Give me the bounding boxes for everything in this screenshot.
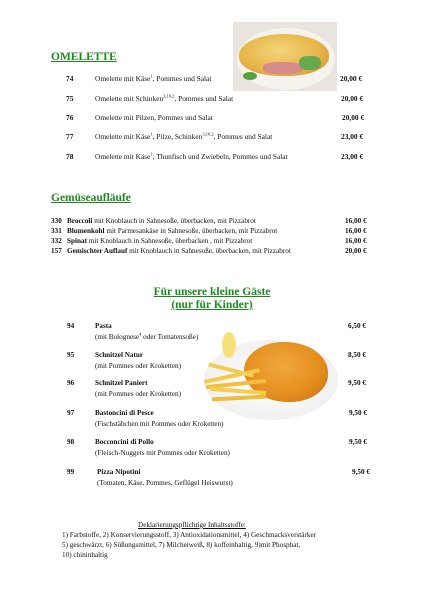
gemuese-item-row [0, 246, 424, 256]
item-description-text: , Pommes und Salat [174, 94, 234, 103]
item-price: 6,50 € [348, 322, 366, 330]
item-price: 9,50 € [348, 379, 366, 387]
item-description [67, 216, 256, 226]
item-number: 75 [66, 94, 74, 103]
item-name: Schnitzel Natur [95, 351, 144, 359]
omelette-item-row [0, 73, 424, 85]
item-description [95, 332, 198, 343]
item-price: 9,50 € [352, 468, 370, 476]
declaration-line-1: 1) Farbstoffe, 2) Konservierungsstoff, 3) Antioxidationsmittel, 4) Geschmacksverstärker [62, 531, 317, 539]
item-description-text: Omelette mit Käse [95, 132, 151, 141]
item-description [95, 112, 213, 124]
item-number: 332 [51, 237, 62, 245]
item-price: 9,50 € [349, 409, 367, 417]
item-name: Gemischter Auflauf [67, 247, 128, 255]
item-description-text: , Pommes und Salat [213, 132, 273, 141]
item-number: 76 [66, 113, 74, 122]
item-description [95, 151, 288, 163]
item-description [97, 478, 233, 489]
item-number: 74 [66, 74, 74, 83]
item-description-text: oder Tomatensoße) [141, 333, 199, 341]
item-description [67, 236, 252, 246]
item-number: 96 [67, 379, 75, 387]
item-price: 16,00 € [345, 217, 367, 225]
omelette-item-row [0, 131, 424, 143]
section-title-kinder: Für unsere kleine Gäste [153, 286, 271, 298]
item-price: 23,00 € [341, 132, 364, 141]
item-description [67, 246, 291, 256]
omelette-item-row [0, 151, 424, 163]
item-name: Bastoncini di Pesce [95, 409, 154, 417]
allergen-superscript: 1 [150, 151, 153, 157]
gemuese-item-row [0, 216, 424, 226]
allergen-superscript: 3,10,2 [163, 93, 175, 99]
item-price: 23,00 € [341, 152, 364, 161]
item-description-text: (Fischstäbchen mit Pommes oder Kroketten) [95, 420, 224, 428]
item-description [95, 448, 230, 459]
item-description [95, 93, 233, 105]
item-description-text: Omelette mit Käse [95, 74, 151, 83]
item-description-text: Omelette mit Pilzen, Pommes und Salat [95, 113, 213, 122]
item-number: 94 [67, 322, 75, 330]
item-description-text: (mit Pommes oder Kroketten) [95, 390, 182, 398]
item-number: 98 [67, 438, 75, 446]
item-price: 16,00 € [345, 237, 367, 245]
item-description [95, 131, 272, 143]
gemuese-item-row [0, 226, 424, 236]
item-name: Blumenkohl [67, 227, 105, 235]
item-description [95, 389, 181, 400]
item-description-text: mit Knoblauch in Sahnesoße, überbacken, mit Pizzabrot [129, 247, 291, 255]
gemuese-item-row [0, 236, 424, 246]
item-price: 20,00 € [340, 74, 363, 83]
item-description [95, 73, 211, 85]
item-number: 99 [67, 468, 75, 476]
declaration-line-2: 5) geschwärzt, 6) Süßungsmittel, 7) Milcheiweiß, 8) koffeinhaltig, 9)mit Phosphat, [62, 541, 301, 549]
schnitzel-fries-photo [198, 326, 340, 422]
declaration-title: Deklarierungspflichtige Inhaltsstoffe: [138, 521, 246, 529]
item-description-text: mit Knoblauch in Sahnesoße, überbacken , mit Pizzabrot [88, 237, 253, 245]
allergen-superscript: 4 [139, 331, 142, 337]
allergen-superscript: 3,10,2 [202, 131, 214, 137]
item-price: 20,00 € [345, 247, 367, 255]
item-number: 77 [66, 132, 74, 141]
item-description-text: , Pommes und Salat [152, 74, 212, 83]
item-description-text: mit Parmesankäse in Sahnesoße, überbacken, mit Pizzabrot [106, 227, 278, 235]
omelette-item-row [0, 93, 424, 105]
item-price: 8,50 € [348, 351, 366, 359]
item-name: Pizza Nipotini [97, 468, 141, 476]
allergen-superscript: 1 [150, 73, 153, 79]
declaration-line-3: 10) chininhaltig [62, 551, 108, 559]
omelette-item-row [0, 112, 424, 124]
allergen-superscript: 1 [150, 131, 153, 137]
item-number: 330 [51, 217, 62, 225]
item-name: Broccoli [67, 217, 93, 225]
item-price: 20,00 € [342, 113, 365, 122]
item-description-text: , Thunfisch und Zwiebeln, Pommes und Salat [152, 152, 288, 161]
item-description-text: mit Knoblauch in Sahnesoße, überbacken, mit Pizzabrot [94, 217, 256, 225]
item-number: 331 [51, 227, 62, 235]
item-description-text: (Tomaten, Käse, Pommes, Geflügel Heiswurst) [97, 479, 233, 487]
item-description [67, 226, 277, 236]
item-name: Pasta [95, 322, 112, 330]
item-description-text: (Fleisch-Nuggets mit Pommes oder Kroketten) [95, 449, 230, 457]
section-title-gemueseauflaeufe: Gemüseaufläufe [51, 192, 131, 204]
item-price: 16,00 € [345, 227, 367, 235]
item-description-text: (mit Pommes oder Kroketten) [95, 362, 182, 370]
item-description-text: (mit Bolognese [95, 333, 140, 341]
item-price: 9,50 € [349, 438, 367, 446]
section-subtitle-kinder: (nur für Kinder) [171, 299, 253, 311]
item-number: 157 [51, 247, 62, 255]
item-name: Spinat [67, 237, 87, 245]
item-name: Bocconcini di Pollo [95, 438, 154, 446]
item-description-text: , Pilze, Schinken [152, 132, 203, 141]
item-number: 78 [66, 152, 74, 161]
item-description-text: Omelette mit Schinken [95, 94, 164, 103]
item-price: 20,00 € [341, 94, 364, 103]
item-description [95, 361, 181, 372]
item-number: 97 [67, 409, 75, 417]
item-number: 95 [67, 351, 75, 359]
item-description-text: Omelette mit Käse [95, 152, 151, 161]
item-name: Schnitzel Paniert [95, 379, 148, 387]
item-description [95, 419, 224, 430]
section-title-omelette: OMELETTE [51, 51, 117, 63]
